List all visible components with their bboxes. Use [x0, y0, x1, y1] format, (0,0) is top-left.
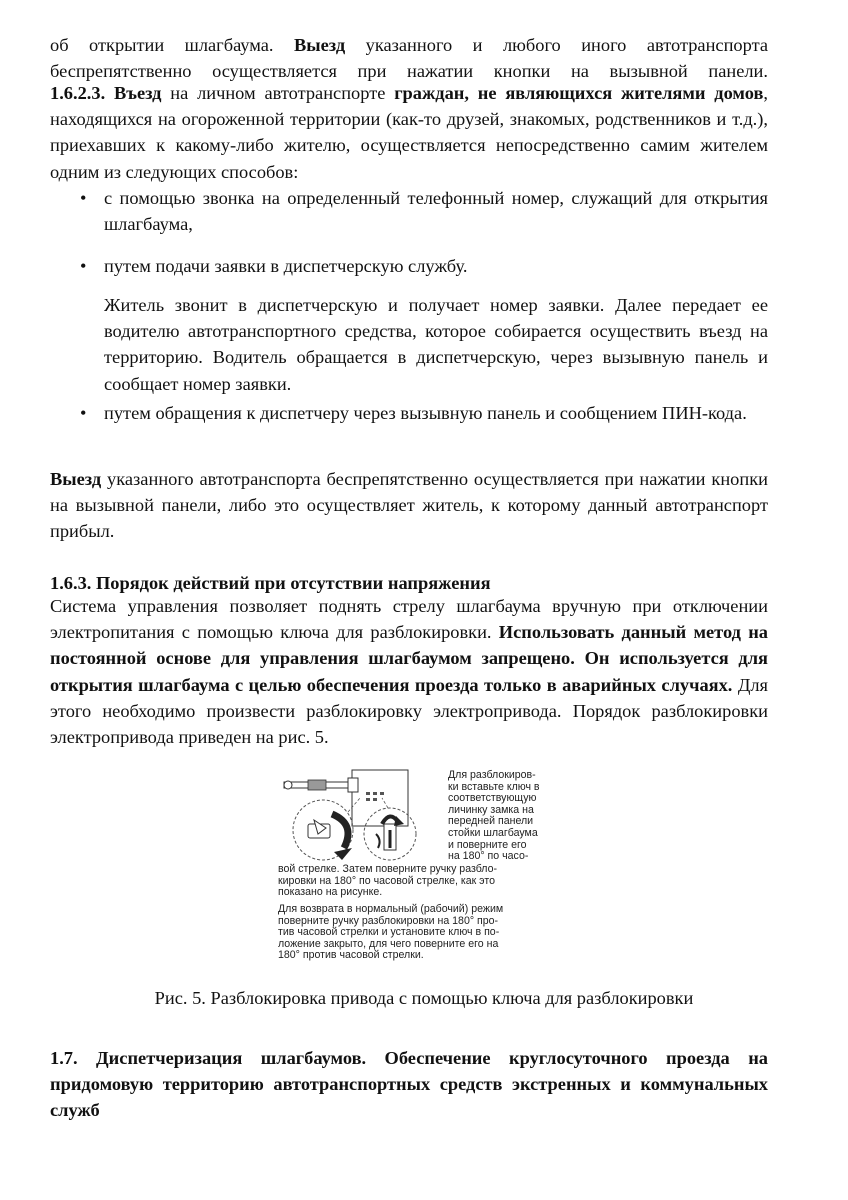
bullet-icon: •	[80, 403, 87, 423]
barrier-unlock-illustration	[278, 768, 438, 868]
figure-text-right: Для разблокиров- ки вставьте ключ в соответствующую личинку замка на передней панели стойки шлагбаума и поверните его на 180° по часо-	[448, 769, 540, 863]
paragraph-power-off: Система управления позволяет поднять стрелу шлагбаума вручную при отключении электропитания с помощью ключа для разблокировки. Использовать данный метод на постоянной основе для управления шлагбаумом запрещено. Он используется для открытия шлагбаума с целью обеспечения проезда только в аварийных случаях. Для этого необходимо произвести разблокировку электропривода. Порядок разблокировки электропривода приведен на рис. 5.	[50, 596, 768, 748]
bullet-icon: •	[80, 256, 87, 276]
figure-text-return: Для возврата в нормальный (рабочий) режим поверните ручку разблокировки на 180° про- тив часовой стрелки и установите ключ в по- ложение закрыто, для чего поверните его на 180° против часовой стрелки.	[278, 903, 504, 962]
figure-text-full: вой стрелке. Затем поверните ручку разбло- кировки на 180° по часовой стрелке, как это показано на рисунке.	[278, 863, 498, 899]
indented-paragraph: Житель звонит в диспетчерскую и получает номер заявки. Далее передает ее водителю автотранспортного средства, которое собирается осуществить въезд на территорию. Водитель обращается в диспетчерскую, через вызывную панель и сообщает номер заявки.	[104, 295, 768, 394]
figure-caption: Рис. 5. Разблокировка привода с помощью ключа для разблокировки	[154, 988, 694, 1008]
paragraph-continuation: об открытии шлагбаума. Выезд указанного и любого иного автотранспорта беспрепятственно осуществляется при нажатии кнопки на вызывной панели.	[50, 35, 768, 82]
paragraph-exit: Выезд указанного автотранспорта беспрепятственно осуществляется при нажатии кнопки на вызывной панели, либо это осуществляет житель, к которому данный автотранспорт прибыл.	[50, 469, 768, 542]
section-heading-1-7: 1.7. Диспетчеризация шлагбаумов. Обеспечение круглосуточного проезда на придомовую территорию автотранспортных средств экстренных и коммунальных служб	[50, 1048, 768, 1121]
unlock-figure	[278, 768, 568, 964]
document-page: об открытии шлагбаума. Выезд указанного и любого иного автотранспорта беспрепятственно осуществляется при нажатии кнопки на вызывной панели. 1.6.2.3. Въезд на личном автотранспорте граждан, не являющихся жителями домов, находящихся на огороженной территории (как-то друзей, знакомых, родственников и т.д.), приехавших к какому-либо жителю, осуществляется непосредственно самим жителем одним из следующих способов: • с помощью звонка на определенный телефонный номер, служащий для открытия шлагбаума, • путем подачи заявки в диспетчерскую службу. Житель звонит в диспетчерскую и получает номер заявки. Далее передает ее водителю автотранспортного средства, которое собирается осуществить въезд на территорию. Водитель обращается в диспетчерскую, через вызывную панель и сообщает номер заявки. • путем обращения к диспетчеру через вызывную панель и сообщением ПИН-кода. Выезд указанного автотранспорта беспрепятственно осуществляется при нажатии кнопки на вызывной панели, либо это осуществляет житель, к которому данный автотранспорт прибыл. 1.6.3. Порядок действий при отсутствии напряжения Система управления позволяет поднять стрелу шлагбаума вручную при отключении электропитания с помощью ключа для разблокировки. Использовать данный метод на постоянной основе для управления шлагбаумом запрещено. Он используется для открытия шлагбаума с целью обеспечения проезда только в аварийных случаях. Для этого необходимо произвести разблокировку электропривода. Порядок разблокировки электропривода приведен на рис. 5. Для разблокиров- ки вставьте ключ в соответствующую личинку замка на передней панели стойки шлагбаума и поверните его на 180° по часо- вой стрелке. Затем поверните ручку разбло- кировки на 180° по часовой стрелке, как это показано на рисунке. Для возврата в нормальный (рабочий) режим поверните ручку разблокировки на 180° про- тив часовой стрелки и установите ключ в по- ложение закрыто, для чего поверните его на 180° против часовой стрелки. Рис. 5. Разблокировка привода с помощью ключа для разблокировки 1.7. Диспетчеризация шлагбаумов. Обеспечение круглосуточного проезда на придомовую территорию автотранспортных средств экстренных и коммунальных служб	[0, 0, 848, 1200]
paragraph-1-6-2-3: 1.6.2.3. Въезд на личном автотранспорте граждан, не являющихся жителями домов, находящихся на огороженной территории (как-то друзей, знакомых, родственников и т.д.), приехавших к какому-либо жителю, осуществляется непосредственно самим жителем одним из следующих способов:	[50, 83, 768, 182]
bullet-icon: •	[80, 188, 87, 208]
section-heading-1-6-3: 1.6.3. Порядок действий при отсутствии напряжения	[50, 573, 491, 593]
